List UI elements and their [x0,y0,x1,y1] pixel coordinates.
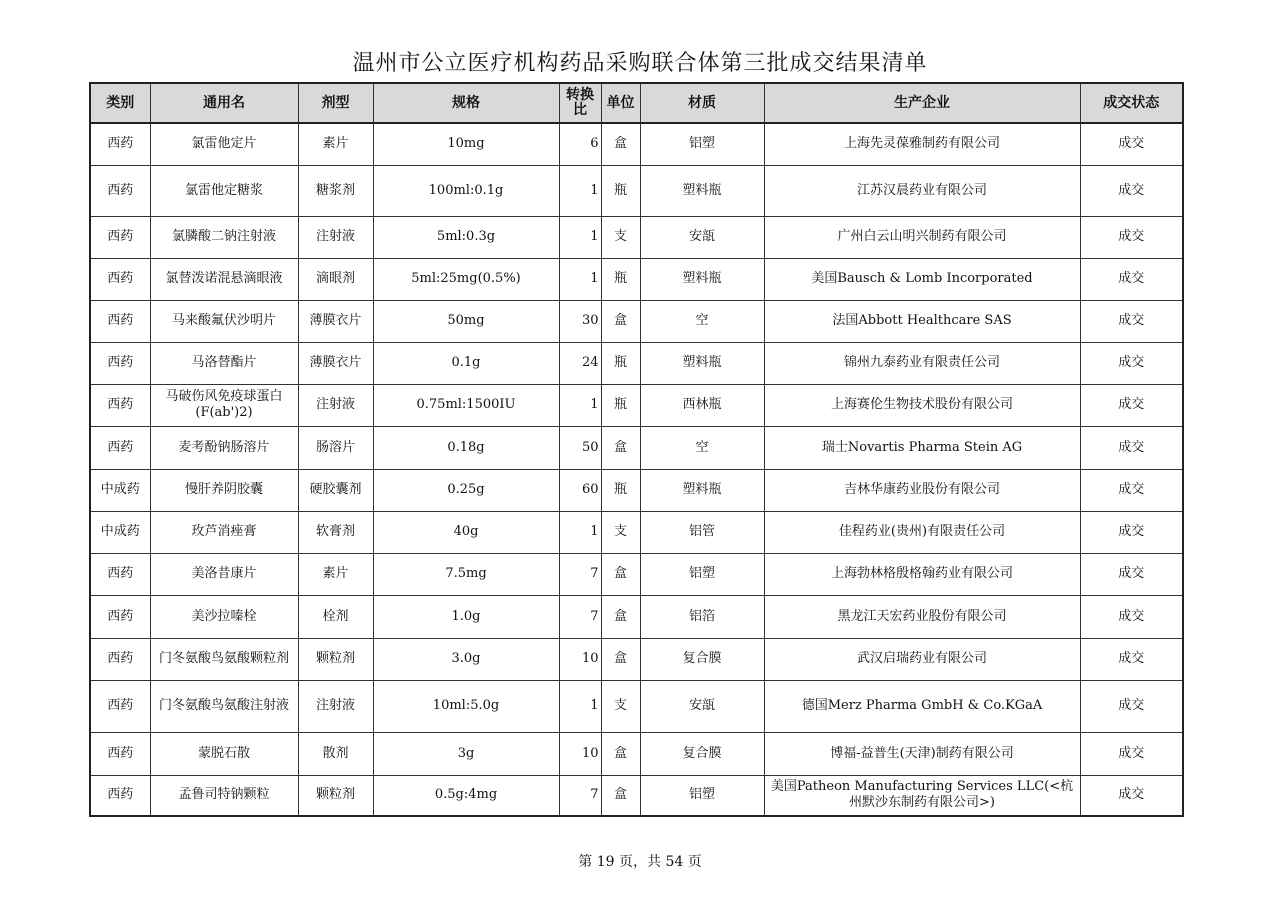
cell-spec: 0.5g:4mg [373,775,559,816]
cell-category: 西药 [90,300,150,342]
cell-spec: 10mg [373,123,559,165]
cell-unit: 盒 [601,638,640,680]
col-header-form: 剂型 [298,83,373,123]
cell-manufacturer: 锦州九泰药业有限责任公司 [764,342,1080,384]
cell-spec: 0.75ml:1500IU [373,384,559,426]
cell-unit: 瓶 [601,469,640,511]
cell-name: 马破伤风免疫球蛋白(F(ab')2) [150,384,298,426]
cell-material: 空 [640,300,764,342]
cell-form: 注射液 [298,680,373,732]
cell-spec: 0.25g [373,469,559,511]
cell-ratio: 10 [559,732,601,775]
cell-manufacturer: 江苏汉晨药业有限公司 [764,165,1080,216]
cell-category: 中成药 [90,469,150,511]
cell-form: 颗粒剂 [298,775,373,816]
cell-ratio: 7 [559,553,601,595]
cell-unit: 瓶 [601,258,640,300]
cell-status: 成交 [1080,638,1183,680]
cell-name: 玫芦消痤膏 [150,511,298,553]
cell-material: 塑料瓶 [640,258,764,300]
cell-unit: 盒 [601,123,640,165]
header-row [90,83,1183,123]
cell-unit: 支 [601,511,640,553]
cell-material: 安瓿 [640,216,764,258]
cell-ratio: 7 [559,595,601,638]
cell-name: 门冬氨酸鸟氨酸注射液 [150,680,298,732]
cell-category: 西药 [90,595,150,638]
cell-ratio: 1 [559,165,601,216]
col-header-manufacturer: 生产企业 [764,83,1080,123]
cell-unit: 瓶 [601,384,640,426]
table-row [90,123,1183,165]
table-row [90,216,1183,258]
cell-manufacturer: 博福-益普生(天津)制药有限公司 [764,732,1080,775]
cell-name: 氯雷他定糖浆 [150,165,298,216]
cell-manufacturer: 佳程药业(贵州)有限责任公司 [764,511,1080,553]
cell-name: 氯替泼诺混悬滴眼液 [150,258,298,300]
cell-status: 成交 [1080,469,1183,511]
cell-manufacturer: 上海先灵葆雅制药有限公司 [764,123,1080,165]
cell-name: 美沙拉嗪栓 [150,595,298,638]
cell-material: 西林瓶 [640,384,764,426]
cell-spec: 1.0g [373,595,559,638]
cell-ratio: 7 [559,775,601,816]
cell-unit: 支 [601,680,640,732]
page-title: 温州市公立医疗机构药品采购联合体第三批成交结果清单 [352,51,928,76]
cell-spec: 3g [373,732,559,775]
cell-category: 西药 [90,342,150,384]
cell-category: 西药 [90,426,150,469]
cell-manufacturer: 美国Patheon Manufacturing Services LLC(<杭州默沙东制药有限公司>) [764,775,1080,816]
cell-status: 成交 [1080,216,1183,258]
cell-unit: 盒 [601,553,640,595]
cell-form: 素片 [298,553,373,595]
cell-material: 空 [640,426,764,469]
cell-ratio: 1 [559,258,601,300]
cell-form: 软膏剂 [298,511,373,553]
cell-form: 糖浆剂 [298,165,373,216]
cell-form: 薄膜衣片 [298,300,373,342]
cell-material: 铝塑 [640,775,764,816]
table-row [90,595,1183,638]
cell-name: 美洛昔康片 [150,553,298,595]
cell-material: 塑料瓶 [640,342,764,384]
cell-category: 西药 [90,165,150,216]
cell-spec: 10ml:5.0g [373,680,559,732]
table-row [90,258,1183,300]
table-row [90,553,1183,595]
cell-name: 麦考酚钠肠溶片 [150,426,298,469]
cell-material: 铝管 [640,511,764,553]
cell-category: 西药 [90,216,150,258]
cell-unit: 盒 [601,775,640,816]
cell-form: 素片 [298,123,373,165]
cell-category: 西药 [90,732,150,775]
cell-form: 薄膜衣片 [298,342,373,384]
cell-name: 慢肝养阴胶囊 [150,469,298,511]
cell-material: 塑料瓶 [640,469,764,511]
cell-status: 成交 [1080,258,1183,300]
cell-manufacturer: 瑞士Novartis Pharma Stein AG [764,426,1080,469]
cell-category: 西药 [90,775,150,816]
cell-ratio: 1 [559,680,601,732]
cell-form: 散剂 [298,732,373,775]
cell-category: 西药 [90,638,150,680]
cell-form: 肠溶片 [298,426,373,469]
cell-category: 西药 [90,384,150,426]
cell-unit: 支 [601,216,640,258]
cell-spec: 0.18g [373,426,559,469]
cell-unit: 瓶 [601,342,640,384]
cell-unit: 瓶 [601,165,640,216]
cell-status: 成交 [1080,300,1183,342]
cell-ratio: 30 [559,300,601,342]
table-row [90,511,1183,553]
table-row [90,165,1183,216]
cell-status: 成交 [1080,123,1183,165]
cell-ratio: 50 [559,426,601,469]
cell-status: 成交 [1080,775,1183,816]
col-header-status: 成交状态 [1080,83,1183,123]
cell-category: 西药 [90,553,150,595]
cell-unit: 盒 [601,732,640,775]
table-row [90,384,1183,426]
table-row [90,732,1183,775]
cell-ratio: 6 [559,123,601,165]
cell-status: 成交 [1080,426,1183,469]
cell-material: 安瓿 [640,680,764,732]
cell-spec: 7.5mg [373,553,559,595]
table-row [90,469,1183,511]
table-row [90,775,1183,816]
cell-ratio: 1 [559,216,601,258]
cell-spec: 40g [373,511,559,553]
cell-manufacturer: 法国Abbott Healthcare SAS [764,300,1080,342]
cell-material: 铝箔 [640,595,764,638]
page-number: 第 19 页，共 54 页 [578,854,702,870]
cell-manufacturer: 黑龙江天宏药业股份有限公司 [764,595,1080,638]
cell-form: 注射液 [298,216,373,258]
cell-status: 成交 [1080,165,1183,216]
cell-material: 铝塑 [640,123,764,165]
cell-unit: 盒 [601,595,640,638]
cell-manufacturer: 广州白云山明兴制药有限公司 [764,216,1080,258]
table-row [90,300,1183,342]
cell-name: 氯雷他定片 [150,123,298,165]
cell-name: 蒙脱石散 [150,732,298,775]
cell-spec: 0.1g [373,342,559,384]
cell-name: 马来酸氟伏沙明片 [150,300,298,342]
cell-category: 西药 [90,123,150,165]
cell-ratio: 1 [559,384,601,426]
cell-manufacturer: 上海勃林格殷格翰药业有限公司 [764,553,1080,595]
col-header-unit: 单位 [601,83,640,123]
col-header-material: 材质 [640,83,764,123]
cell-spec: 3.0g [373,638,559,680]
cell-manufacturer: 上海赛伦生物技术股份有限公司 [764,384,1080,426]
cell-material: 复合膜 [640,732,764,775]
cell-spec: 100ml:0.1g [373,165,559,216]
cell-name: 氯膦酸二钠注射液 [150,216,298,258]
cell-status: 成交 [1080,553,1183,595]
results-table [89,82,1184,817]
cell-manufacturer: 美国Bausch & Lomb Incorporated [764,258,1080,300]
cell-form: 注射液 [298,384,373,426]
cell-ratio: 60 [559,469,601,511]
cell-ratio: 1 [559,511,601,553]
cell-status: 成交 [1080,595,1183,638]
cell-ratio: 24 [559,342,601,384]
cell-status: 成交 [1080,680,1183,732]
cell-manufacturer: 武汉启瑞药业有限公司 [764,638,1080,680]
table-row [90,342,1183,384]
cell-name: 孟鲁司特钠颗粒 [150,775,298,816]
cell-spec: 50mg [373,300,559,342]
table-row [90,680,1183,732]
cell-name: 马洛替酯片 [150,342,298,384]
cell-manufacturer: 德国Merz Pharma GmbH & Co.KGaA [764,680,1080,732]
col-header-ratio: 转换比 [559,83,601,123]
cell-form: 硬胶囊剂 [298,469,373,511]
cell-spec: 5ml:0.3g [373,216,559,258]
cell-category: 中成药 [90,511,150,553]
cell-status: 成交 [1080,732,1183,775]
table-row [90,638,1183,680]
cell-form: 栓剂 [298,595,373,638]
cell-category: 西药 [90,258,150,300]
cell-manufacturer: 吉林华康药业股份有限公司 [764,469,1080,511]
col-header-category: 类别 [90,83,150,123]
cell-spec: 5ml:25mg(0.5%) [373,258,559,300]
col-header-name: 通用名 [150,83,298,123]
cell-status: 成交 [1080,511,1183,553]
cell-material: 塑料瓶 [640,165,764,216]
cell-form: 滴眼剂 [298,258,373,300]
cell-material: 铝塑 [640,553,764,595]
col-header-spec: 规格 [373,83,559,123]
cell-category: 西药 [90,680,150,732]
table-body [90,123,1183,816]
table-row [90,426,1183,469]
cell-ratio: 10 [559,638,601,680]
cell-status: 成交 [1080,384,1183,426]
cell-status: 成交 [1080,342,1183,384]
cell-unit: 盒 [601,300,640,342]
cell-name: 门冬氨酸鸟氨酸颗粒剂 [150,638,298,680]
cell-unit: 盒 [601,426,640,469]
cell-material: 复合膜 [640,638,764,680]
cell-form: 颗粒剂 [298,638,373,680]
